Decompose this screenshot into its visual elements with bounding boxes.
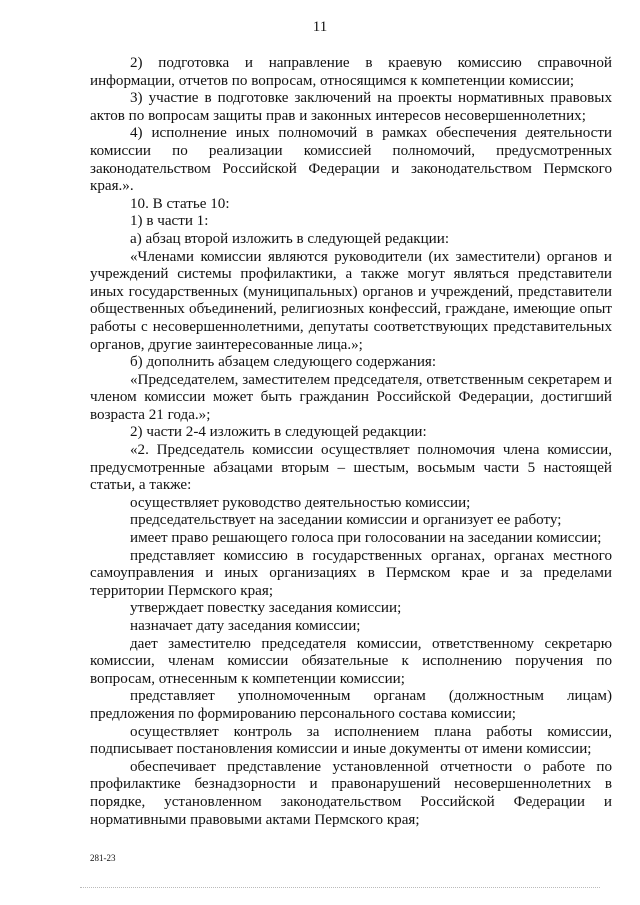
paragraph: имеет право решающего голоса при голосовании на заседании комиссии; <box>130 530 602 547</box>
paragraph: 4) исполнение иных полномочий в рамках обеспечения деятельности комиссии по реализации комиссией полномочий, предусмотренных законодательством Российской Федерации и законодательством Пермского края.». <box>90 125 612 195</box>
paragraph: председательствует на заседании комиссии и организует ее работу; <box>130 512 562 529</box>
paragraph: а) абзац второй изложить в следующей редакции: <box>130 230 450 247</box>
paragraph: б) дополнить абзацем следующего содержания: <box>130 354 437 371</box>
paragraph: дает заместителю председателя комиссии, ответственному секретарю комиссии, членам комиссии обязательные к исполнению поручения по вопросам, отнесенным к компетенции комиссии; <box>90 635 612 687</box>
paragraph: назначает дату заседания комиссии; <box>130 618 361 634</box>
paragraph: 10. В статье 10: <box>130 195 230 212</box>
bottom-divider <box>80 887 600 888</box>
paragraph: «Членами комиссии являются руководители (их заместители) органов и учреждений системы профилактики, а также могут являться представители иных государственных (муниципальных) органов и учреждений, представители общественных объединений, религиозных конфессий, граждане, имеющие опыт работы с несовершеннолетними, депутаты соответствующих представительных органов, другие заинтересованные лица.»; <box>90 248 612 353</box>
paragraph: 3) участие в подготовке заключений на проекты нормативных правовых актов по вопросам защиты прав и законных интересов несовершеннолетних; <box>90 90 612 124</box>
footer-code: 281-23 <box>90 853 116 863</box>
paragraph: представляет уполномоченным органам (должностным лицам) предложения по формированию персонального состава комиссии; <box>90 688 612 722</box>
page-number: 11 <box>312 19 328 35</box>
paragraph: 2) подготовка и направление в краевую комиссию справочной информации, отчетов по вопросам, относящимся к компетенции комиссии; <box>90 55 612 89</box>
paragraph: «Председателем, заместителем председателя, ответственным секретарем и членом комиссии может быть гражданин Российской Федерации, достигший возраста 21 года.»; <box>90 371 612 423</box>
document-body <box>90 55 612 829</box>
paragraph: представляет комиссию в государственных органах, органах местного самоуправления и иных организациях в Пермском крае и за пределами территории Пермского края; <box>90 547 612 599</box>
paragraph: утверждает повестку заседания комиссии; <box>130 600 402 617</box>
paragraph: 1) в части 1: <box>130 213 209 230</box>
paragraph: осуществляет контроль за исполнением плана работы комиссии, подписывает постановления комиссии и иные документы от имени комиссии; <box>90 723 612 758</box>
paragraph: «2. Председатель комиссии осуществляет полномочия члена комиссии, предусмотренные абзацами вторым – шестым, восьмым части 5 настоящей статьи, а также: <box>90 442 612 494</box>
paragraph: 2) части 2-4 изложить в следующей редакции: <box>130 424 427 441</box>
paragraph: обеспечивает представление установленной отчетности о работе по профилактике безнадзорности и правонарушений несовершеннолетних в порядке, установленном законодательством Российской Федерации и нормативными правовыми актами Пермского края; <box>90 758 612 828</box>
paragraph: осуществляет руководство деятельностью комиссии; <box>130 494 471 511</box>
